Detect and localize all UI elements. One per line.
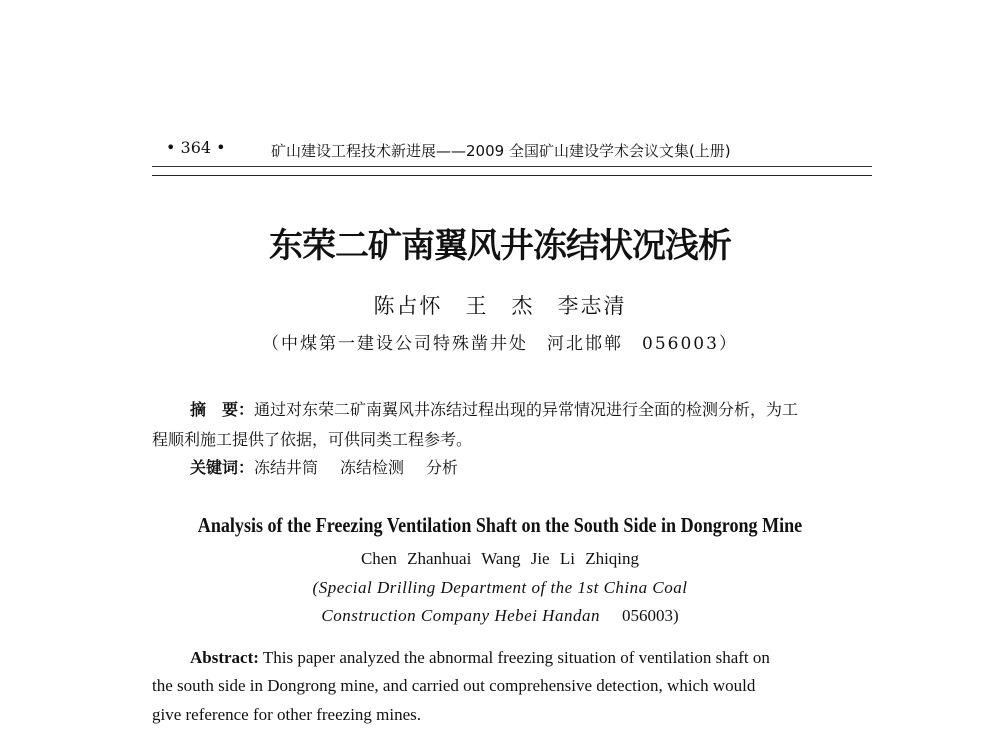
- header-rule-thin: [152, 166, 872, 167]
- keyword-item: 冻结检测: [340, 458, 405, 477]
- keyword-item: 冻结井筒: [254, 458, 319, 477]
- keyword-item: 分析: [426, 458, 459, 477]
- keywords-cn: [190, 455, 480, 478]
- abstract-en-line3: give reference for other freezing mines.: [152, 705, 422, 724]
- authors-cn: 陈占怀 王 杰 李志清: [373, 294, 627, 318]
- abstract-en-line2: the south side in Dongrong mine, and carried out comprehensive detection, which would: [152, 676, 756, 695]
- abstract-cn-label: 摘 要：: [190, 400, 255, 419]
- header-rule-thick: [152, 175, 872, 176]
- affiliation-cn: （中煤第一建设公司特殊凿井处 河北邯郸 056003）: [262, 334, 738, 354]
- affiliation-en-line2: [0, 606, 1000, 626]
- paper-title-cn: 东荣二矿南翼风井冻结状况浅析: [269, 226, 731, 266]
- abstract-cn-line1: [190, 397, 798, 420]
- abstract-en-line1: [190, 648, 770, 668]
- abstract-cn-line2: 程顺利施工提供了依据，可供同类工程参考。: [152, 430, 473, 449]
- page-number: • 364 •: [166, 138, 226, 157]
- abstract-en-text1: This paper analyzed the abnormal freezing situation of ventilation shaft on: [262, 648, 770, 667]
- affiliation-en-line1: (Special Drilling Department of the 1st China Coal: [312, 578, 688, 597]
- abstract-cn-text1: 通过对东荣二矿南翼风井冻结过程出现的异常情况进行全面的检测分析，为工: [254, 400, 799, 419]
- paper-title-en: Analysis of the Freezing Ventilation Shaft on the South Side in Dongrong Mine: [197, 513, 803, 537]
- authors-en: Chen Zhanhuai Wang Jie Li Zhiqing: [360, 549, 640, 568]
- keywords-cn-label: 关键词：: [190, 458, 255, 477]
- affiliation-en-postcode: 056003): [621, 606, 679, 625]
- journal-title: 矿山建设工程技术新进展——2009 全国矿山建设学术会议文集(上册): [271, 142, 731, 160]
- abstract-en-label: Abstract:: [190, 648, 259, 667]
- affiliation-en-org: Construction Company Hebei Handan: [321, 606, 600, 625]
